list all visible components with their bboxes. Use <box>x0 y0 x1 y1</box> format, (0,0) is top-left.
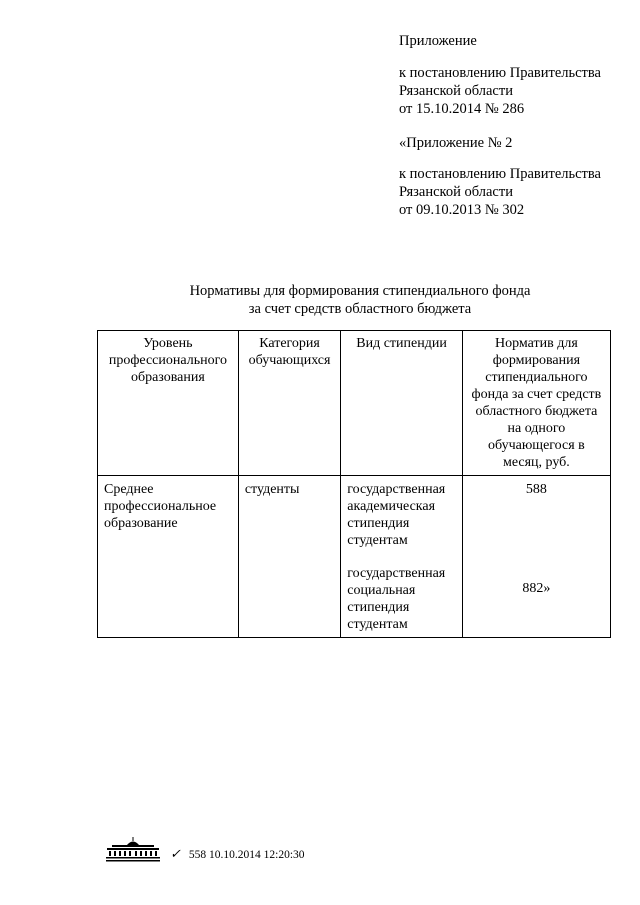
norm-value-social: 882» <box>522 581 551 596</box>
scholarship-social: государственная социальная стипендия студентам <box>347 566 446 632</box>
cell-category: студенты <box>238 476 340 638</box>
document-header <box>399 32 629 219</box>
cell-level: Среднее профессиональное образование <box>98 476 239 638</box>
government-building-logo-icon <box>104 836 162 862</box>
region-line-2: Рязанской области <box>399 184 513 200</box>
document-title <box>100 282 620 318</box>
cell-scholarship-types <box>341 476 463 638</box>
title-line-2: за счет средств областного бюджета <box>248 301 472 317</box>
appendix-label: Приложение <box>399 33 477 49</box>
scholarship-academic: государственная академическая стипендия студентам <box>347 482 446 548</box>
region-line: Рязанской области <box>399 83 513 99</box>
resolution-date-line-2: от 09.10.2013 № 302 <box>399 202 525 218</box>
resolution-ref-line-2: к постановлению Правительства <box>399 166 601 182</box>
norms-table <box>97 330 611 638</box>
header-norm: Норматив для формирования стипендиального фонда за счет средств областного бюджета на одного обучающегося в месяц, руб. <box>462 331 610 476</box>
title-line-1: Нормативы для формирования стипендиального фонда <box>189 283 531 299</box>
resolution-ref-line: к постановлению Правительства <box>399 65 601 81</box>
cell-norm-values <box>462 476 610 638</box>
table-header-row <box>98 331 611 476</box>
header-level: Уровень профессионального образования <box>98 331 239 476</box>
appendix2-label: «Приложение № 2 <box>399 135 513 151</box>
resolution-date-line: от 15.10.2014 № 286 <box>399 101 525 117</box>
norm-value-academic: 588 <box>525 482 547 497</box>
table-row <box>98 476 611 638</box>
header-category: Категория обучающихся <box>238 331 340 476</box>
registration-stamp: 558 10.10.2014 12:20:30 <box>188 849 305 861</box>
registration-mark-icon: ✓ <box>170 846 181 861</box>
header-scholarship-type: Вид стипендии <box>341 331 463 476</box>
document-footer <box>104 836 305 862</box>
